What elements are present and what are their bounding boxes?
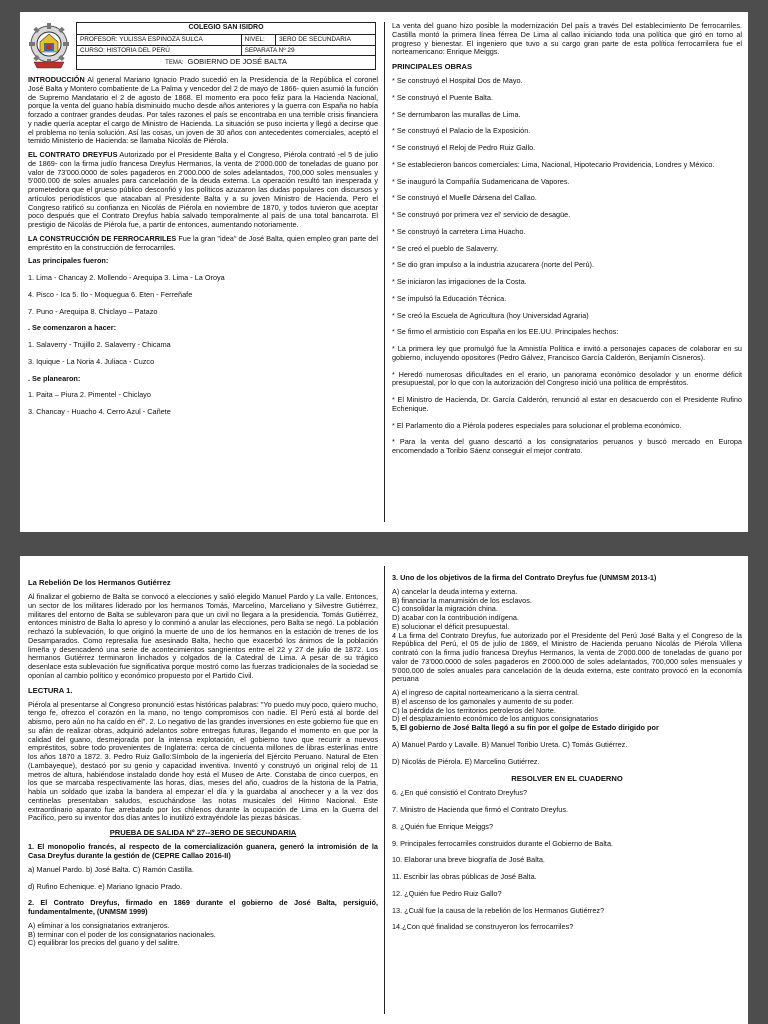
question-1: 1. El monopolio francés, al respecto de la comercialización guanera, generó la intromisión de la Casa Dreyfus durante la gestión de (CEPRE Callao 2016-II): [28, 842, 378, 861]
question-3-option: A) cancelar la deuda interna y externa.: [392, 586, 518, 596]
homework-item: 14.¿Con qué finalidad se construyeron los ferrocarriles?: [392, 922, 574, 932]
teacher-name: PROFESOR: YULISSA ESPINOZA SULCA: [77, 34, 242, 45]
obra-item: * Se derrumbaron las murallas de Lima.: [392, 109, 521, 119]
ferrocarriles-heading: LA CONSTRUCCIÓN DE FERROCARRILES: [28, 233, 177, 243]
question-3: 3. Uno de los objetivos de la firma del Contrato Dreyfus fue (UNMSM 2013-1): [392, 573, 657, 582]
obra-item: * Se creó la Escuela de Agricultura (hoy Universidad Agraria): [392, 310, 589, 320]
planearon-line: 3. Chancay - Huacho 4. Cerro Azul - Cañete: [28, 407, 171, 416]
worksheet-header: [28, 22, 378, 70]
homework-item: 12. ¿Quién fue Pedro Ruiz Gallo?: [392, 888, 502, 898]
question-2-option: A) eliminar a los consignatarios extranjeros.: [28, 920, 170, 930]
question-1-option: d) Rufino Echenique. e) Mariano Ignacio Prado.: [28, 881, 183, 891]
principales-line: 4. Pisco - Ica 5. Ilo - Moquegua 6. Eten - Ferreñafe: [28, 289, 193, 299]
obra-item: * Se construyó el Puente Balta.: [392, 92, 494, 102]
lectura-paragraph: Piérola al presentarse al Congreso pronunció estas históricas palabras: "Yo puedo muy poco, quiero mucho, tengo fe, ofrezco el corazón en la mano, no tengo compromisos con nadie. El Perú está al borde del abismo, pero aún no ha caído en él". 2. Lo negativo de las grandes inversiones en este gobierno fue que en su afán de realizar obras, adquirió adelantos sobre entregas futuras, llegando el momento en que por la calidad del guano, desmejorada por la intensa explotación, el gobierno tuvo que recurrir a nuevos empréstitos, sobre todo provenientes de Inglaterra: cerca de cincuenta millones de libras esterlinas entre los años 1870 a 1872. 3. Pedro Ruiz Gallo:Símbolo de la ingeniería del Ejército Peruano. Natural de Eten (Lambayeque), destacó por su genio y capacidad inventiva. Inventó y construyó un original reloj de 11 metros de altura, habiéndose instalado donde hoy está el Museo de Arte. Constaba de cinco cuerpos, en los que se marcaba respectivamente las horas, días, meses del año, cuadros de la historia de la Patria, había un soldado que izaba la bandera al empezar el día y la guardaba al anochecer y a la vez dos centinelas presentaban saludos, escuchándose las notas musicales del Himno Nacional. Este extraordinario aparato fue arrebatado por los chilenos durante la ocupación de Lima en la Guerra del Pacífico, pero su inventor dos días antes lo inutilizó extrayéndole las piezas básicas.: [28, 699, 378, 823]
question-5-option: A) Manuel Pardo y Lavalle. B) Manuel Toribio Ureta. C) Tomás Gutiérrez.: [392, 739, 628, 749]
obra-item: * Se impulsó la Educación Técnica.: [392, 293, 507, 303]
lectura-heading: LECTURA 1.: [28, 685, 73, 695]
topic-label: TEMA:: [165, 60, 184, 67]
obra-item: * La primera ley que promulgó fue la Amnistía Política e invitó a personajes capaces de colaborar en su gobierno, incluyendo opositores (Pedro Gálvez, Francisco García Calderón, Benjamín Cisneros).: [392, 344, 742, 362]
homework-item: 10. Elaborar una breve biografía de José Balta.: [392, 855, 545, 865]
obra-item: * El Parlamento dio a Piérola poderes especiales para solucionar el problema económico.: [392, 420, 682, 430]
page1-right-column: [392, 12, 742, 532]
obra-item: * Se firmo el armisticio con España en los EE.UU. Principales hechos:: [392, 327, 619, 337]
contrato-text: Autorizado por el Presidente Balta y el Congreso, Piérola contrató -el 5 de julio de 1869- con la firma judío francesa Dreyfus Hermanos, la venta de 2'000.000 de toneladas de guano por valor de 73'000.0000 de soles pagaderos en 2'000.000 de soles adelantados, 700,000 soles mensuales y 5'000.000 de soles anuales para cancelación de la deuda externa. La operación resultó tan inesperada y prometedora que el grueso público desconfió y los políticos azuzaron las dudas populares con discursos y artículos periodísticos que atacaban al Presidente Balta y a su joven Ministro de Hacienda. Pero el Congreso ratificó su confianza en Nicolás de Piérola en noviembre de 1870, y todos tuvieron que aceptar poco después que el Contrato Dreyfus había salvado temporalmente al país de una total bancarrota. El prestigio de Nicolás de Piérola fue, a partir de entonces, aumentando notoriamente.: [28, 150, 378, 229]
comenzaron-line: 3. Iquique - La Noria 4. Juliaca - Cuzco: [28, 356, 155, 366]
column-divider: [384, 22, 385, 522]
obra-item: * Se creó el pueblo de Salaverry.: [392, 243, 499, 253]
guano-paragraph: La venta del guano hizo posible la modernización Del país a través Del establecimiento De ferrocarriles. Castilla montó la primera línea férrea De Lima al callao iniciando toda una política que giró en torno al progreso y bienestar. El ingeniero que tuvo a su cargo gran parte de esta política ferrocarrilera fue el norteamericano: Enrique Meiggs.: [392, 21, 742, 57]
question-2: 2. El Contrato Dreyfus, firmado en 1869 durante el gobierno de José Balta, persiguió, fundamentalmente, (UNMSM 1999): [28, 898, 378, 917]
ferrocarriles-paragraph: [28, 235, 378, 253]
resolver-heading: RESOLVER EN EL CUADERNO: [511, 774, 623, 784]
intro-heading: INTRODUCCIÓN: [28, 75, 85, 84]
contrato-heading: EL CONTRATO DREYFUS: [28, 150, 118, 159]
obra-item: * Se establecieron bancos comerciales: Lima, Nacional, Hipotecario Providencia, Londres y México.: [392, 159, 715, 169]
obras-heading: PRINCIPALES OBRAS: [392, 62, 473, 71]
worksheet-info-table: [76, 22, 376, 70]
question-3-option: B) financiar la manumisión de los esclavos.: [392, 595, 532, 605]
topic-row: [77, 56, 376, 70]
principales-heading: Las principales fueron:: [28, 256, 109, 266]
question-4-option: D) el desplazamiento económico de los antiguos consignatarios: [392, 714, 599, 724]
page2-left-column: [28, 556, 378, 1024]
obra-item: * Se construyó el Reloj de Pedro Ruiz Gallo.: [392, 143, 536, 153]
separata-number: SEPARATA Nº 29: [241, 45, 375, 56]
question-2-option: C) equilibrar los precios del guano y del salitre.: [28, 938, 180, 948]
question-3-option: C) consolidar la migración china.: [392, 604, 498, 614]
planearon-line: 1. Paita – Piura 2. Pimentel - Chiclayo: [28, 390, 151, 400]
question-4-option: C) la pérdida de los territorios petroleros del Norte.: [392, 705, 556, 715]
homework-item: 9. Principales ferrocarriles construidos durante el Gobierno de Balta.: [392, 838, 614, 848]
principales-line: 1. Lima - Chancay 2. Mollendo - Arequipa 3. Lima - La Oroya: [28, 273, 225, 282]
question-3-option: D) acabar con la contribución indígena.: [392, 613, 519, 622]
intro-paragraph: [28, 76, 378, 146]
question-2-option: B) terminar con el poder de los consignatarios nacionales.: [28, 929, 216, 939]
school-logo-icon: [28, 22, 70, 70]
ferrocarriles-text: Fue la gran "idea" de José Balta, quien empleo gran parte del empréstito en la construcción de ferrocarriles.: [28, 233, 378, 252]
level-value: 3ERO DE SECUNDARIA: [276, 34, 376, 45]
obra-item: * Se construyó por primera vez el' servicio de desagüe.: [392, 210, 571, 220]
question-4: 4 La firma del Contrato Dreyfus, fue autorizado por el Presidente del Perú José Balta y el Congreso de la República del Perú, el 05 de julio de 1869, el Ministro de Hacienda peruano Nicolás de Piérola Villena contrató con la firma judío francesa Dreyfus Hermanos, la venta de 2'000.000 de toneladas de guano por valor de 73'000.0000 de soles pagaderos en 2'000.000 de soles adelantados, 700,000 soles mensuales y 5'000.000 de soles anuales para cancelación de la deuda externa, este contrato provocó en la economía peruana: [392, 630, 742, 684]
homework-item: 6. ¿En qué consistió el Contrato Dreyfus?: [392, 788, 528, 798]
course-name: CURSO: HISTORIA DEL PERÚ: [77, 45, 242, 56]
homework-item: 11. Escribir las obras públicas de José Balta.: [392, 872, 537, 882]
obra-item: * Se construyó el Muelle Dársena del Callao.: [392, 193, 537, 203]
obra-item: * Heredó numerosas dificultades en el erario, un panorama económico desolador y un enorme déficit presupuestal, por lo que con la autorización del Congreso inició una política de empréstitos.: [392, 369, 742, 388]
level-label: NIVEL:: [241, 34, 276, 45]
question-5: 5, El gobierno de José Balta llegó a su fin por el golpe de Estado dirigido por: [392, 723, 659, 732]
document-page-1: [20, 12, 748, 532]
obra-item: * El Ministro de Hacienda, Dr. García Calderón, renunció al estar en desacuerdo con el Presidente Rufino Echenique.: [392, 395, 742, 413]
question-4-option: B) el ascenso de los gamonales y aumento de su poder.: [392, 696, 574, 706]
page2-right-column: [392, 556, 742, 1024]
contrato-paragraph: [28, 151, 378, 230]
page1-left-column: [28, 12, 378, 532]
column-divider: [384, 566, 385, 1014]
document-page-2: [20, 556, 748, 1024]
obra-item: * Se inauguró la Compañía Sudamericana de Vapores.: [392, 176, 570, 186]
topic-value: GOBIERNO DE JOSÉ BALTA: [187, 57, 287, 67]
obra-item: * Se construyó la carretera Lima Huacho.: [392, 226, 526, 236]
intro-text: Al general Mariano Ignacio Prado sucedió en la Presidencia de la República el coronel José Balta y Montero combatiente de La Palma y vencedor del 2 de mayo de 1866- quien asumió la función de Supremo Mandatario el 2 de agosto de 1868. El momento era poco feliz para la Hacienda Nacional, porque la venta del guano había disminuido mucho desde años anteriores y la guerra con España no había forzado a contraer grandes deudas. Por tales razones el país se encontraba en una terrible crisis financiera y nadie quería aceptar el cargo de Ministro de Hacienda. La situación se puso incierta y llegó a decirse que el problema no tenía solución. Así las cosas, un joven de 30 años con antecedentes comerciales, aceptó el temido Ministerio de Hacienda: se llamaba Nicolás de Piérola.: [28, 75, 378, 146]
obra-item: * Se dio gran impulso a la industria azucarera (norte del Perú).: [392, 260, 594, 270]
obra-item: * Se construyó el Hospital Dos de Mayo.: [392, 76, 523, 86]
comenzaron-heading: . Se comenzaron a hacer:: [28, 323, 117, 333]
question-1-option: a) Manuel Pardo. b) José Balta. C) Ramón Castilla.: [28, 864, 194, 874]
question-4-option: A) el ingreso de capital norteamericano a la sierra central.: [392, 688, 579, 697]
principales-line: 7. Puno - Arequipa 8. Chiclayo – Patazo: [28, 306, 158, 316]
rebelion-heading: La Rebelión De los Hermanos Gutiérrez: [28, 578, 171, 587]
obra-item: * Para la venta del guano descartó a los consignatarios peruanos y buscó mercado en Europa encomendado a Toribio Sáenz conseguir el mejor contrato.: [392, 437, 742, 456]
question-3-option: E) solucionar el déficit presupuestal.: [392, 621, 510, 631]
obra-item: * Se construyó el Palacio de la Exposición.: [392, 126, 531, 136]
rebelion-paragraph: Al finalizar el gobierno de Balta se convocó a elecciones y salió elegido Manuel Pardo y La valle. Entonces, un sector de los militares liderado por los hermanos Tomás, Marcelino, Marceliano y Silvestre Gutiérrez, militares del entorno de Balta se sublevaron para que un civil no llegara a la presidencia. Tomás Gutiérrez, entonces ministro de Balta lo apreso y lo conminó a anular las elecciones, pero Balta se negó. La población rechazó la sublevación, lo que originó la muerte de uno de los hermanos en la estación de trenes de los Desamparados. Como represalia fue asesinado Balta, hecho que exacerbó los ánimos de la población limeña y desencadenó una serie de acontecimientos sangrientos entre el 22 y 27 de julio de 1872. Los hermanos Gutiérrez terminaron linchados y colgados de la Catedral de Lima. A pesar de su trágico desenlace esta sublevación fue significativa porque mostró como las fuerzas tradicionales de la sociedad se oponían al cambio político y económico propuesto por el Partido Civil.: [28, 592, 378, 680]
prueba-heading: PRUEBA DE SALIDA Nº 27--3ERO DE SECUNDARIA: [109, 828, 297, 838]
planearon-heading: . Se planearon:: [28, 373, 81, 383]
question-5-option: D) Nicolás de Piérola. E) Marcelino Gutiérrez.: [392, 756, 540, 766]
homework-item: 7. Ministro de Hacienda que firmó el Contrato Dreyfus.: [392, 805, 569, 815]
obra-item: * Se iniciaron las irrigaciones de la Costa.: [392, 277, 527, 287]
school-name: COLEGIO SAN ISIDRO: [77, 23, 376, 35]
comenzaron-line: 1. Salaverry - Trujillo 2. Salaverry - Chicama: [28, 340, 171, 349]
homework-item: 13. ¿Cuál fue la causa de la rebelión de los Hermanos Gutiérrez?: [392, 905, 605, 915]
homework-item: 8. ¿Quién fue Enrique Meiggs?: [392, 821, 493, 831]
